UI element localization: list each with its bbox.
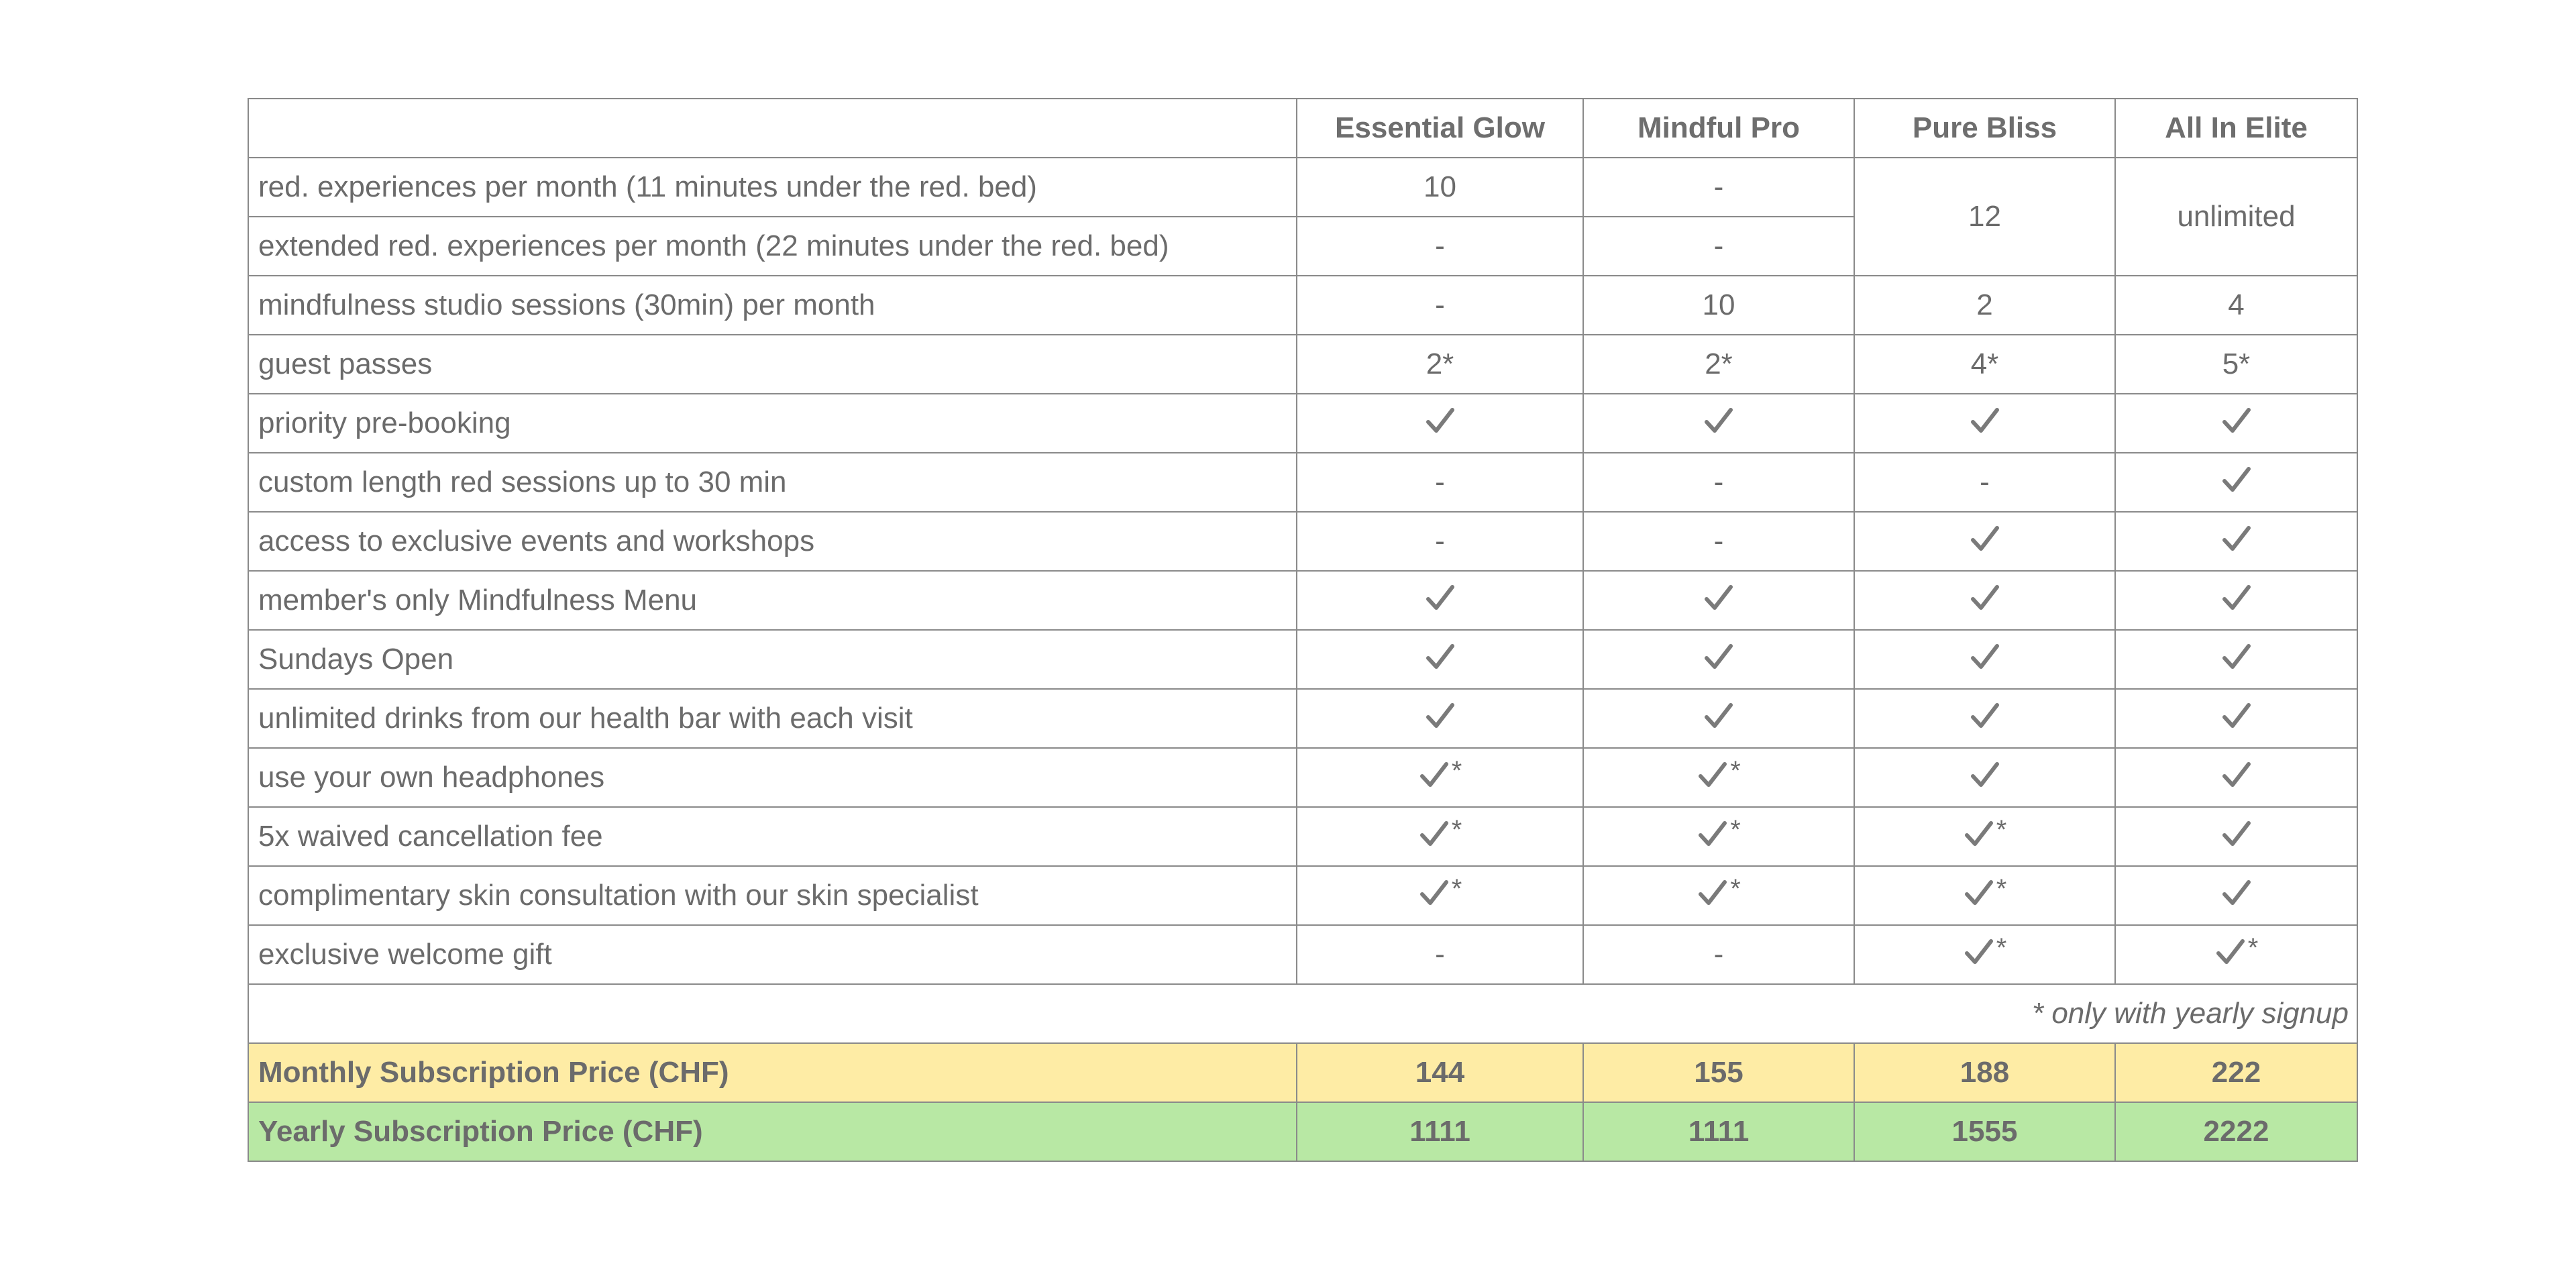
checkmark-icon — [1697, 759, 1729, 791]
value-cell: 10 — [1583, 276, 1854, 335]
feature-label: mindfulness studio sessions (30min) per month — [248, 276, 1297, 335]
checkmark-icon — [1969, 405, 2001, 437]
feature-label: member's only Mindfulness Menu — [248, 571, 1297, 630]
check-mark — [2220, 582, 2253, 614]
checkmark-icon — [1703, 641, 1735, 673]
check-mark — [1963, 933, 2007, 968]
checkmark-icon — [2214, 936, 2247, 968]
check-mark — [1969, 759, 2001, 791]
feature-label: complimentary skin consultation with our skin specialist — [248, 866, 1297, 925]
check-mark — [2220, 877, 2253, 909]
value-cell: 5* — [2115, 335, 2357, 394]
yearly-only-asterisk: * — [1996, 815, 2007, 845]
yearly-only-asterisk: * — [1730, 756, 1741, 786]
value-cell: - — [1583, 158, 1854, 217]
checkmark-icon — [2220, 877, 2253, 909]
checkmark-icon — [2220, 700, 2253, 732]
value-cell — [2115, 925, 2357, 984]
table-row — [248, 689, 2357, 748]
value-cell — [1854, 630, 2115, 689]
value-cell — [1854, 748, 2115, 807]
value-cell — [1854, 925, 2115, 984]
table-row — [248, 158, 2357, 217]
check-mark — [2220, 641, 2253, 673]
value-cell — [1297, 394, 1583, 453]
checkmark-icon — [1969, 759, 2001, 791]
table-row — [248, 276, 2357, 335]
check-mark — [1424, 582, 1456, 614]
value-cell: - — [1583, 925, 1854, 984]
check-mark — [2220, 464, 2253, 496]
yearly-price-essential-glow: 1111 — [1297, 1102, 1583, 1161]
monthly-price-row — [248, 1043, 2357, 1102]
value-cell: - — [1297, 925, 1583, 984]
yearly-price-row — [248, 1102, 2357, 1161]
table-row — [248, 748, 2357, 807]
check-mark — [1969, 523, 2001, 555]
value-cell — [2115, 630, 2357, 689]
check-mark — [2220, 700, 2253, 732]
yearly-only-asterisk: * — [1451, 756, 1462, 786]
monthly-price-pure-bliss: 188 — [1854, 1043, 2115, 1102]
feature-label: priority pre-booking — [248, 394, 1297, 453]
value-cell: - — [1854, 453, 2115, 512]
check-mark — [1703, 582, 1735, 614]
pricing-comparison-table — [248, 98, 2358, 1162]
feature-label: use your own headphones — [248, 748, 1297, 807]
yearly-only-asterisk: * — [1730, 815, 1741, 845]
checkmark-icon — [2220, 759, 2253, 791]
value-cell: - — [1297, 453, 1583, 512]
value-cell: 2 — [1854, 276, 2115, 335]
value-cell — [1854, 394, 2115, 453]
yearly-only-asterisk: * — [2247, 933, 2259, 963]
check-mark — [1424, 700, 1456, 732]
value-cell — [1854, 866, 2115, 925]
value-cell: - — [1583, 512, 1854, 571]
yearly-only-asterisk: * — [1996, 874, 2007, 904]
footnote-row — [248, 984, 2357, 1043]
checkmark-icon — [1424, 405, 1456, 437]
monthly-price-mindful-pro: 155 — [1583, 1043, 1854, 1102]
check-mark — [1418, 874, 1462, 909]
checkmark-icon — [1969, 641, 2001, 673]
value-cell — [1297, 866, 1583, 925]
check-mark — [1418, 756, 1462, 791]
checkmark-icon — [1703, 405, 1735, 437]
value-cell — [1583, 689, 1854, 748]
value-cell: - — [1297, 512, 1583, 571]
checkmark-icon — [1418, 877, 1450, 909]
value-cell: 4 — [2115, 276, 2357, 335]
check-mark — [2220, 523, 2253, 555]
yearly-price-mindful-pro: 1111 — [1583, 1102, 1854, 1161]
checkmark-icon — [1697, 877, 1729, 909]
check-mark — [1697, 756, 1741, 791]
value-cell — [2115, 394, 2357, 453]
monthly-price-essential-glow: 144 — [1297, 1043, 1583, 1102]
yearly-only-asterisk: * — [1996, 933, 2007, 963]
value-cell — [1583, 394, 1854, 453]
checkmark-icon — [1963, 936, 1995, 968]
yearly-price-all-in-elite: 2222 — [2115, 1102, 2357, 1161]
plan-header-mindful-pro: Mindful Pro — [1583, 99, 1854, 158]
checkmark-icon — [2220, 818, 2253, 850]
check-mark — [1703, 700, 1735, 732]
value-cell — [1854, 689, 2115, 748]
check-mark — [2220, 759, 2253, 791]
check-mark — [1969, 641, 2001, 673]
value-cell — [1297, 630, 1583, 689]
value-cell — [1297, 571, 1583, 630]
value-cell — [1297, 748, 1583, 807]
checkmark-icon — [2220, 464, 2253, 496]
checkmark-icon — [1418, 818, 1450, 850]
yearly-price-label: Yearly Subscription Price (CHF) — [248, 1102, 1297, 1161]
checkmark-icon — [2220, 582, 2253, 614]
checkmark-icon — [1697, 818, 1729, 850]
value-cell — [2115, 453, 2357, 512]
feature-label: Sundays Open — [248, 630, 1297, 689]
feature-label: exclusive welcome gift — [248, 925, 1297, 984]
checkmark-icon — [1424, 641, 1456, 673]
table-row — [248, 807, 2357, 866]
value-cell: 2* — [1297, 335, 1583, 394]
check-mark — [1703, 405, 1735, 437]
feature-label: guest passes — [248, 335, 1297, 394]
checkmark-icon — [2220, 523, 2253, 555]
checkmark-icon — [1969, 582, 2001, 614]
value-cell — [2115, 866, 2357, 925]
value-cell — [1583, 866, 1854, 925]
value-cell: - — [1297, 217, 1583, 276]
value-cell — [1297, 807, 1583, 866]
value-cell — [2115, 689, 2357, 748]
table-row — [248, 925, 2357, 984]
checkmark-icon — [1963, 877, 1995, 909]
value-cell — [1583, 748, 1854, 807]
table-row — [248, 866, 2357, 925]
checkmark-icon — [1703, 700, 1735, 732]
table-row — [248, 630, 2357, 689]
checkmark-icon — [1963, 818, 1995, 850]
value-cell — [1583, 571, 1854, 630]
checkmark-icon — [1424, 700, 1456, 732]
check-mark — [2214, 933, 2259, 968]
value-cell: - — [1583, 217, 1854, 276]
plan-header-pure-bliss: Pure Bliss — [1854, 99, 2115, 158]
value-cell — [1854, 512, 2115, 571]
footnote-text: * only with yearly signup — [248, 984, 2357, 1043]
monthly-price-all-in-elite: 222 — [2115, 1043, 2357, 1102]
feature-label: unlimited drinks from our health bar with each visit — [248, 689, 1297, 748]
check-mark — [1424, 641, 1456, 673]
value-cell — [2115, 807, 2357, 866]
check-mark — [1424, 405, 1456, 437]
check-mark — [2220, 405, 2253, 437]
yearly-only-asterisk: * — [1730, 874, 1741, 904]
check-mark — [1969, 700, 2001, 732]
checkmark-icon — [2220, 641, 2253, 673]
check-mark — [1418, 815, 1462, 850]
checkmark-icon — [2220, 405, 2253, 437]
check-mark — [2220, 818, 2253, 850]
header-row — [248, 99, 2357, 158]
value-cell — [1854, 571, 2115, 630]
check-mark — [1963, 815, 2007, 850]
value-cell: - — [1583, 453, 1854, 512]
value-cell — [2115, 748, 2357, 807]
value-cell: - — [1297, 276, 1583, 335]
value-cell — [2115, 571, 2357, 630]
table-row — [248, 335, 2357, 394]
check-mark — [1969, 405, 2001, 437]
feature-label: custom length red sessions up to 30 min — [248, 453, 1297, 512]
value-cell-merged: 12 — [1854, 158, 2115, 276]
checkmark-icon — [1969, 700, 2001, 732]
yearly-only-asterisk: * — [1451, 874, 1462, 904]
yearly-only-asterisk: * — [1451, 815, 1462, 845]
feature-label: 5x waived cancellation fee — [248, 807, 1297, 866]
value-cell: 2* — [1583, 335, 1854, 394]
feature-label: red. experiences per month (11 minutes under the red. bed) — [248, 158, 1297, 217]
monthly-price-label: Monthly Subscription Price (CHF) — [248, 1043, 1297, 1102]
value-cell — [1297, 689, 1583, 748]
yearly-price-pure-bliss: 1555 — [1854, 1102, 2115, 1161]
plan-header-essential-glow: Essential Glow — [1297, 99, 1583, 158]
checkmark-icon — [1424, 582, 1456, 614]
table-row — [248, 512, 2357, 571]
table-row — [248, 571, 2357, 630]
table-row — [248, 394, 2357, 453]
value-cell — [1583, 630, 1854, 689]
value-cell — [1583, 807, 1854, 866]
value-cell: 4* — [1854, 335, 2115, 394]
checkmark-icon — [1418, 759, 1450, 791]
check-mark — [1969, 582, 2001, 614]
plan-header-all-in-elite: All In Elite — [2115, 99, 2357, 158]
check-mark — [1697, 815, 1741, 850]
check-mark — [1963, 874, 2007, 909]
feature-label: extended red. experiences per month (22 minutes under the red. bed) — [248, 217, 1297, 276]
checkmark-icon — [1703, 582, 1735, 614]
feature-label: access to exclusive events and workshops — [248, 512, 1297, 571]
value-cell: 10 — [1297, 158, 1583, 217]
table-row — [248, 453, 2357, 512]
value-cell — [2115, 512, 2357, 571]
check-mark — [1703, 641, 1735, 673]
header-corner-cell — [248, 99, 1297, 158]
value-cell-merged: unlimited — [2115, 158, 2357, 276]
checkmark-icon — [1969, 523, 2001, 555]
check-mark — [1697, 874, 1741, 909]
value-cell — [1854, 807, 2115, 866]
